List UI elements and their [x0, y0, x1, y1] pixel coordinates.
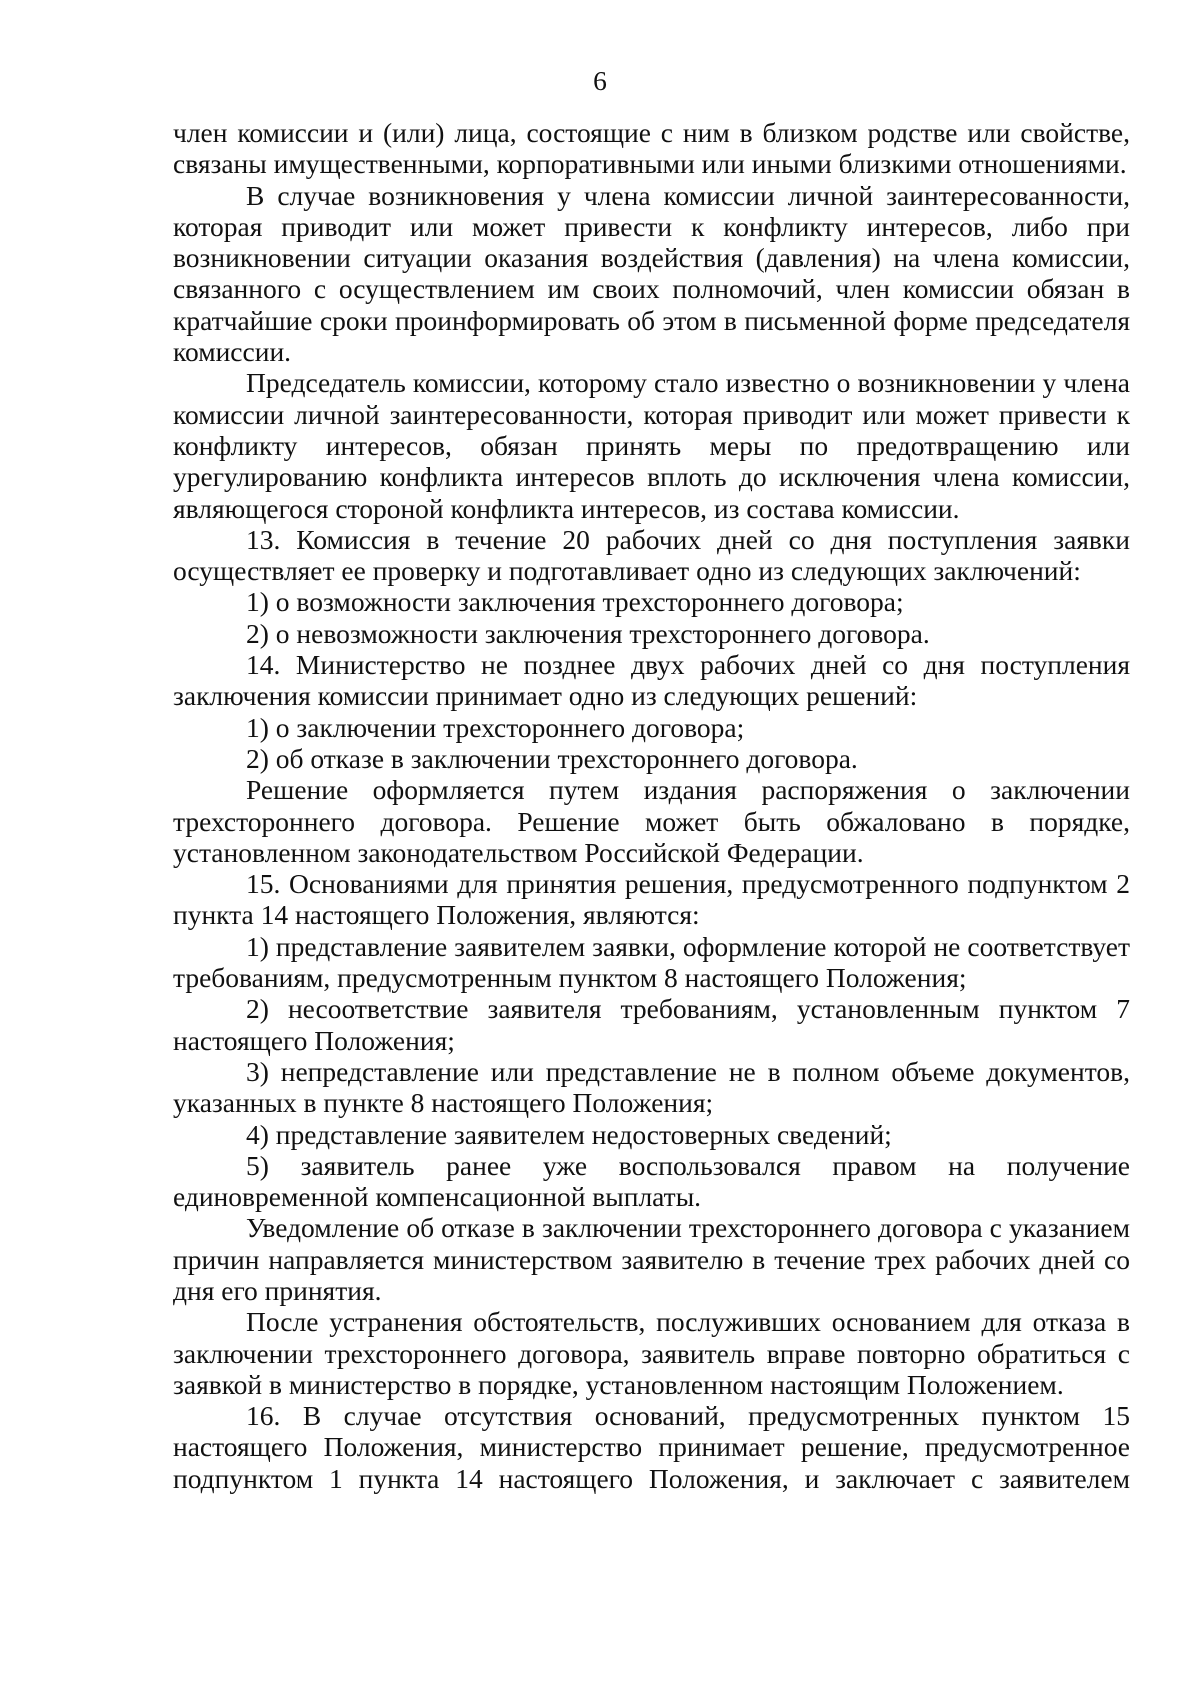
paragraph-item-13: 13. Комиссия в течение 20 рабочих дней со дня поступления заявки осуществляет ее проверку и подготавливает одно из следующих заключений: — [173, 523, 1130, 587]
page-number: 6 — [593, 65, 607, 96]
paragraph-item-16: 16. В случае отсутствия оснований, предусмотренных пунктом 15 настоящего Положения, министерство принимает решение, предусмотренное подпунктом 1 пункта 14 настоящего Положения, и заключает с заявителем — [173, 1400, 1130, 1494]
paragraph-item-15-4: 4) представление заявителем недостоверных сведений; — [246, 1118, 892, 1150]
paragraph-refusal-notice: Уведомление об отказе в заключении трехстороннего договора с указанием причин направляется министерством заявителю в течение трех рабочих дней со дня его принятия. — [173, 1212, 1130, 1306]
paragraph-item-15-3: 3) непредставление или представление не в полном объеме документов, указанных в пункте 8 настоящего Положения; — [173, 1055, 1130, 1119]
paragraph-conflict-of-interest: В случае возникновения у члена комиссии личной заинтересованности, которая приводит или может привести к конфликту интересов, либо при возникновении ситуации оказания воздействия (давления) на члена комиссии, связанного с осуществлением им своих полномочий, член комиссии обязан в кратчайшие сроки проинформировать об этом в письменной форме председателя комиссии. — [173, 179, 1130, 368]
paragraph-item-14: 14. Министерство не позднее двух рабочих дней со дня поступления заключения комиссии принимает одно из следующих решений: — [173, 649, 1130, 712]
paragraph-item-14-1: 1) о заключении трехстороннего договора; — [246, 711, 745, 743]
paragraph-item-13-2: 2) о невозможности заключения трехстороннего договора. — [246, 617, 930, 649]
paragraph-reapplication: После устранения обстоятельств, послуживших основанием для отказа в заключении трехстороннего договора, заявитель вправе повторно обратиться с заявкой в министерство в порядке, установленном настоящим Положением. — [173, 1306, 1130, 1400]
paragraph-item-15-2: 2) несоответствие заявителя требованиям, установленным пунктом 7 настоящего Положения; — [173, 993, 1130, 1056]
document-body — [173, 117, 1130, 1494]
paragraph-item-15-1: 1) представление заявителем заявки, оформление которой не соответствует требованиям, предусмотренным пунктом 8 настоящего Положения; — [173, 930, 1130, 994]
paragraph-item-14-2: 2) об отказе в заключении трехстороннего договора. — [246, 742, 858, 774]
paragraph-item-13-1: 1) о возможности заключения трехстороннего договора; — [246, 586, 904, 618]
paragraph-decision-formalization: Решение оформляется путем издания распоряжения о заключении трехстороннего договора. Решение может быть обжаловано в порядке, установленном законодательством Российской Федерации. — [173, 774, 1130, 868]
paragraph-item-15: 15. Основаниями для принятия решения, предусмотренного подпунктом 2 пункта 14 настоящего Положения, являются: — [173, 868, 1130, 931]
paragraph-item-15-5: 5) заявитель ранее уже воспользовался правом на получение единовременной компенсационной выплаты. — [173, 1149, 1130, 1213]
paragraph-continuation: член комиссии и (или) лица, состоящие с ним в близком родстве или свойстве, связаны имущественными, корпоративными или иными близкими отношениями. — [173, 117, 1130, 180]
paragraph-chairman-duty: Председатель комиссии, которому стало известно о возникновении у члена комиссии личной заинтересованности, которая приводит или может привести к конфликту интересов, обязан принять меры по предотвращению или урегулированию конфликта интересов вплоть до исключения члена комиссии, являющегося стороной конфликта интересов, из состава комиссии. — [173, 367, 1130, 524]
